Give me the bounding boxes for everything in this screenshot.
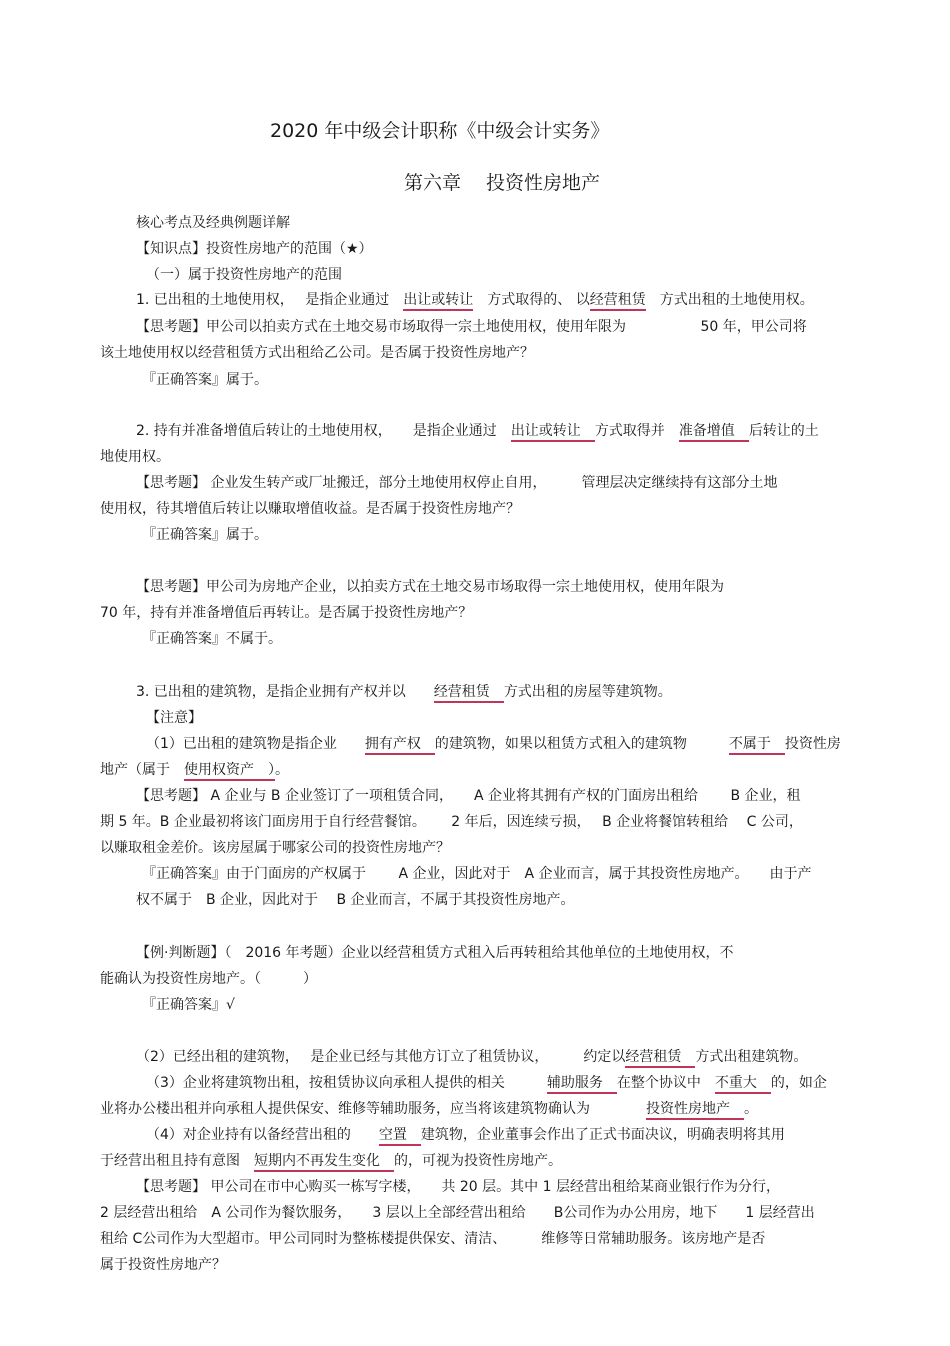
underlined-term: 使用权资产 ） bbox=[184, 762, 275, 781]
text-line: 【思考题】 甲公司在市中心购买一栋写字楼， 共 20 层。其中 1 层经营出租给某商业银行作为分行， bbox=[136, 1179, 780, 1195]
text-line: 『正确答案』属于。 bbox=[142, 372, 268, 388]
underlined-term: 准备增值 bbox=[679, 423, 749, 442]
text-line: 【思考题】 A 企业与 B 企业签订了一项租赁合同， A 企业将其拥有产权的门面房出租给 B 企业，租 bbox=[136, 788, 801, 804]
text-line: 期 5 年。B 企业最初将该门面房用于自行经营餐馆。 2 年后，因连续亏损， B 企业将餐馆转租给 C 公司， bbox=[100, 814, 803, 830]
text-line: 1. 已出租的土地使用权， 是指企业通过 出让或转让 方式取得的、 以经营租赁 方式出租的土地使用权。 bbox=[136, 290, 814, 310]
underlined-term: 经营租赁 bbox=[434, 684, 504, 703]
text-line: 『正确答案』不属于。 bbox=[142, 631, 282, 647]
text-line: （2）已经出租的建筑物， 是企业已经与其他方订立了租赁协议， 约定以经营租赁 方式出租建筑物。 bbox=[136, 1047, 807, 1067]
text-line: 【思考题】甲公司以拍卖方式在土地交易市场取得一宗土地使用权，使用年限为 50 年，甲公司将 bbox=[136, 319, 807, 335]
text-line: 『正确答案』√ bbox=[142, 997, 235, 1013]
underlined-term: 投资性房地产 bbox=[646, 1101, 744, 1120]
text-line: 该土地使用权以经营租赁方式出租给乙公司。是否属于投资性房地产？ bbox=[100, 345, 534, 361]
text-line: 地使用权。 bbox=[100, 449, 170, 465]
text-line: 地产（属于 使用权资产 ）。 bbox=[100, 760, 289, 780]
chapter-heading: 第六章 投资性房地产 bbox=[404, 172, 601, 194]
underlined-term: 出让或转让 bbox=[403, 292, 473, 311]
text-line: 能确认为投资性房地产。（ ） bbox=[100, 971, 317, 987]
text-line: 【知识点】投资性房地产的范围（★） bbox=[136, 241, 373, 257]
text-line: 【思考题】甲公司为房地产企业，以拍卖方式在土地交易市场取得一宗土地使用权，使用年限为 bbox=[136, 579, 724, 595]
text-line: 【注意】 bbox=[146, 710, 202, 726]
text-line: （4）对企业持有以备经营出租的 空置 建筑物，企业董事会作出了正式书面决议，明确表明将其用 bbox=[146, 1125, 785, 1145]
underlined-term: 经营租赁 bbox=[590, 292, 646, 311]
underlined-term: 经营租赁 bbox=[625, 1049, 695, 1068]
underlined-term: 短期内不再发生变化 bbox=[254, 1153, 394, 1172]
text-line: 【例·判断题】（ 2016 年考题）企业以经营租赁方式租入后再转租给其他单位的土地使用权，不 bbox=[136, 945, 734, 961]
text-line: 70 年，持有并准备增值后再转让。是否属于投资性房地产？ bbox=[100, 605, 473, 621]
text-line: 『正确答案』属于。 bbox=[142, 527, 268, 543]
text-line: （一）属于投资性房地产的范围 bbox=[146, 267, 342, 283]
underlined-term: 出让或转让 bbox=[511, 423, 595, 442]
underlined-term: 拥有产权 bbox=[365, 736, 435, 755]
text-line: 2 层经营出租给 A 公司作为餐饮服务， 3 层以上全部经营出租给 B公司作为办公用房，地下 1 层经营出 bbox=[100, 1205, 815, 1221]
underlined-term: 不属于 bbox=[729, 736, 785, 755]
text-line: 以赚取租金差价。该房屋属于哪家公司的投资性房地产？ bbox=[100, 840, 450, 856]
text-line: 租给 C公司作为大型超市。甲公司同时为整栋楼提供保安、清洁、 维修等日常辅助服务。该房地产是否 bbox=[100, 1231, 766, 1247]
text-line: 『正确答案』由于门面房的产权属于 A 企业，因此对于 A 企业而言，属于其投资性房地产。 由于产 bbox=[142, 866, 812, 882]
underlined-term: 辅助服务 bbox=[547, 1075, 617, 1094]
underlined-term: 空置 bbox=[379, 1127, 421, 1146]
text-line: 使用权，待其增值后转让以赚取增值收益。是否属于投资性房地产？ bbox=[100, 501, 520, 517]
underlined-term: 不重大 bbox=[715, 1075, 771, 1094]
text-line: 属于投资性房地产？ bbox=[100, 1257, 226, 1273]
text-line: 3. 已出租的建筑物，是指企业拥有产权并以 经营租赁 方式出租的房屋等建筑物。 bbox=[136, 682, 672, 702]
text-line: （1）已出租的建筑物是指企业 拥有产权 的建筑物，如果以租赁方式租入的建筑物 不属于 投资性房 bbox=[146, 734, 841, 754]
text-line: 业将办公楼出租并向承租人提供保安、维修等辅助服务，应当将该建筑物确认为 投资性房地产 。 bbox=[100, 1099, 758, 1119]
text-line: 权不属于 B 企业，因此对于 B 企业而言，不属于其投资性房地产。 bbox=[136, 892, 575, 908]
text-line: 【思考题】 企业发生转产或厂址搬迁，部分土地使用权停止自用， 管理层决定继续持有这部分土地 bbox=[136, 475, 778, 491]
text-line: 核心考点及经典例题详解 bbox=[136, 215, 290, 231]
text-line: 于经营出租且持有意图 短期内不再发生变化 的，可视为投资性房地产。 bbox=[100, 1151, 562, 1171]
document-title: 2020 年中级会计职称《中级会计实务》 bbox=[270, 120, 610, 142]
text-line: 2. 持有并准备增值后转让的土地使用权， 是指企业通过 出让或转让 方式取得并 准备增值 后转让的土 bbox=[136, 421, 819, 441]
text-line: （3）企业将建筑物出租，按租赁协议向承租人提供的相关 辅助服务 在整个协议中 不重大 的，如企 bbox=[146, 1073, 827, 1093]
